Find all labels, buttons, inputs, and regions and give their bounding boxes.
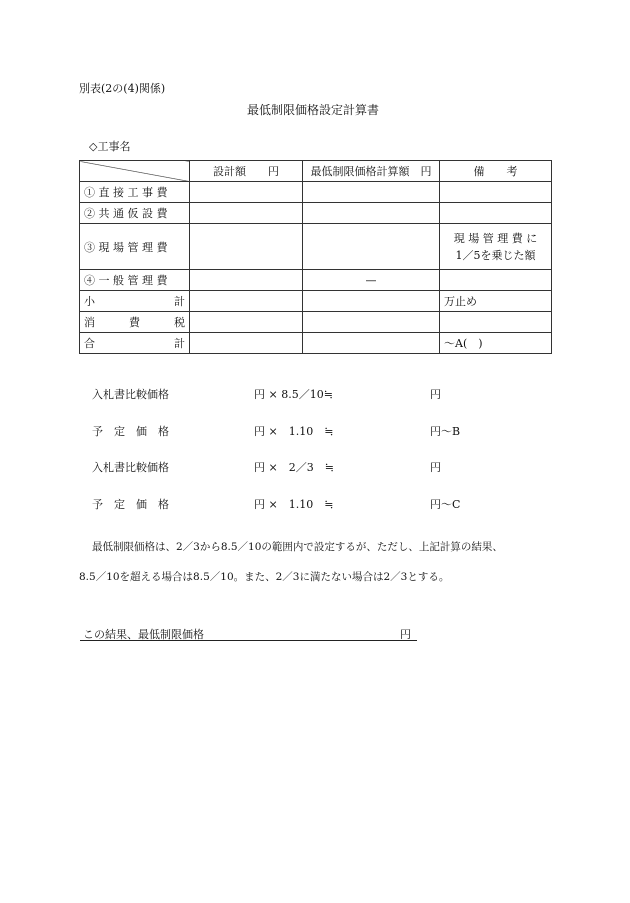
result-unit: 円 (400, 628, 411, 641)
note-cell (440, 224, 552, 270)
row-label: ③ 現 場 管 理 費 (80, 224, 190, 270)
calc-line-formula: 円 × 1.10 ≒ (254, 498, 334, 511)
calculation-table (79, 160, 552, 354)
note-cell (440, 182, 552, 203)
row-label-right: 計 (174, 337, 185, 350)
row-label-left: 小 (84, 295, 95, 308)
note-line: 1／5を乗じた額 (455, 248, 536, 262)
calc-cell (303, 182, 440, 203)
table-row (80, 312, 552, 333)
calc-line-label: 予 定 価 格 (92, 425, 169, 438)
calc-line-formula: 円 × 2／3 ≒ (254, 461, 334, 474)
design-cell (190, 182, 303, 203)
explanation-line-2: 8.5／10を超える場合は8.5／10。また、2／3に満たない場合は2／3とする。 (79, 571, 450, 583)
row-label-mid: 費 (129, 316, 140, 329)
note-cell (440, 203, 552, 224)
table-row (80, 182, 552, 203)
row-label (80, 312, 190, 333)
result-label: この結果、最低制限価格 (83, 628, 204, 641)
row-label: ② 共 通 仮 設 費 (80, 203, 190, 224)
calc-line-label: 予 定 価 格 (92, 498, 169, 511)
calc-line-result: 円 (430, 388, 441, 401)
design-cell (190, 333, 303, 354)
row-label-left: 合 (84, 337, 95, 350)
calc-line-label: 入札書比較価格 (92, 461, 169, 474)
header-min-price-calc: 最低制限価格計算額 円 (303, 161, 440, 182)
design-cell (190, 291, 303, 312)
calc-line-formula: 円 × 8.5／10≒ (254, 388, 333, 401)
calc-line-formula: 円 × 1.10 ≒ (254, 425, 334, 438)
calc-cell (303, 333, 440, 354)
table-row (80, 270, 552, 291)
row-label: ① 直 接 工 事 費 (80, 182, 190, 203)
note-line: 現 場 管 理 費 に (453, 231, 538, 245)
calc-line-result: 円～B (430, 425, 461, 438)
row-label: ④ 一 般 管 理 費 (80, 270, 190, 291)
table-row (80, 291, 552, 312)
diagonal-header-cell (80, 161, 190, 182)
page-title: 最低制限価格設定計算書 (247, 103, 380, 117)
header-design-amount: 設計額 円 (190, 161, 303, 182)
header-remarks: 備 考 (440, 161, 552, 182)
calc-line-result: 円 (430, 461, 441, 474)
calc-line-label: 入札書比較価格 (92, 388, 169, 401)
table-row (80, 333, 552, 354)
design-cell (190, 203, 303, 224)
note-cell (440, 270, 552, 291)
project-name-label: ◇工事名 (89, 140, 131, 153)
note-cell: ～A( ) (440, 333, 552, 354)
calc-cell (303, 203, 440, 224)
note-cell: 万止め (440, 291, 552, 312)
calc-line-result: 円～C (430, 498, 461, 511)
row-label (80, 291, 190, 312)
table-row (80, 203, 552, 224)
calc-cell (303, 291, 440, 312)
row-label (80, 333, 190, 354)
row-label-right: 税 (174, 316, 185, 329)
result-underline (80, 640, 417, 641)
design-cell (190, 224, 303, 270)
calc-cell (303, 312, 440, 333)
design-cell (190, 312, 303, 333)
note-cell (440, 312, 552, 333)
explanation-line-1: 最低制限価格は、2／3から8.5／10の範囲内で設定するが、ただし、上記計算の結果、 (92, 541, 503, 553)
row-label-right: 計 (174, 295, 185, 308)
design-cell (190, 270, 303, 291)
calc-cell: — (303, 270, 440, 291)
table-header-row (80, 161, 552, 182)
calc-cell (303, 224, 440, 270)
row-label-left: 消 (84, 316, 95, 329)
table-row (80, 224, 552, 270)
attachment-label: 別表(2の(4)関係) (79, 82, 166, 95)
